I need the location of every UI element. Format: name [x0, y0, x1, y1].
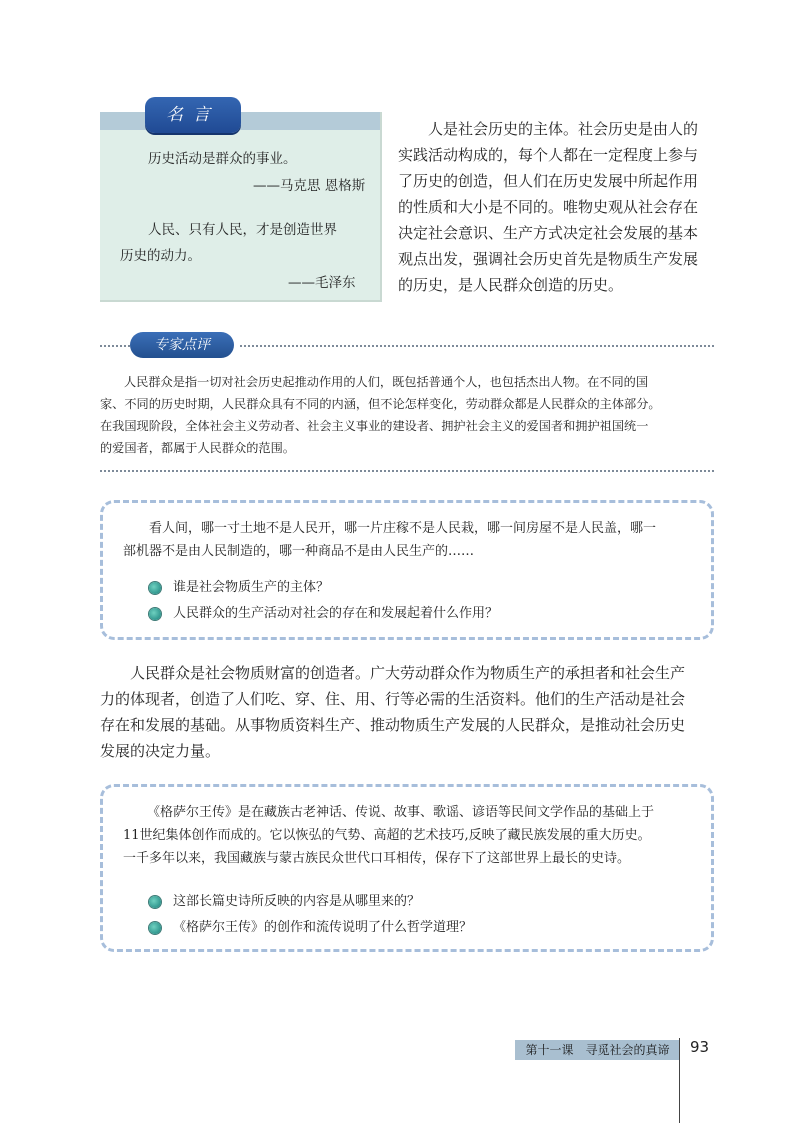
question-item [149, 577, 498, 599]
lesson-title: 第十一课 寻觅社会的真谛 [515, 1040, 680, 1060]
dotted-rule-right [240, 345, 714, 347]
quote-attribution-2: ——毛泽东 [288, 275, 356, 291]
main-line: 力的体现者，创造了人们吃、穿、住、用、行等必需的生活资料。他们的生产活动是社会 [100, 690, 686, 708]
expert-line: 的爱国者，都属于人民群众的范围。 [100, 441, 295, 455]
question-text: 谁是社会物质生产的主体？ [173, 580, 330, 595]
main-line: 人民群众是社会物质财富的创造者。广大劳动群众作为物质生产的承担者和社会生产 [130, 664, 686, 682]
activity-line: 11世纪集体创作而成的。它以恢弘的气势、高超的艺术技巧,反映了藏民族发展的重大历史。 [123, 828, 651, 843]
bullet-icon [149, 608, 161, 620]
expert-line: 在我国现阶段，全体社会主义劳动者、社会主义事业的建设者、拥护社会主义的爱国者和拥护祖国统一 [100, 419, 649, 433]
question-item [149, 603, 498, 625]
main-line: 存在和发展的基础。从事物质资料生产、推动物质生产发展的人民群众，是推动社会历史 [100, 716, 686, 734]
quote-line-1: 历史活动是群众的事业。 [148, 151, 297, 167]
quote-attribution-1: ——马克思 恩格斯 [253, 178, 366, 194]
question-item [149, 917, 472, 939]
main-line: 发展的决定力量。 [100, 742, 221, 760]
expert-comment [100, 371, 714, 459]
expert-line: 家、不同的历史时期，人民群众具有不同的内涵，但不论怎样变化，劳动群众都是人民群众的主体部分。 [100, 397, 661, 411]
question-text: 《格萨尔王传》的创作和流传说明了什么哲学道理？ [173, 920, 473, 935]
intro-line: 的历史，是人民群众创造的历史。 [398, 276, 624, 294]
quote-line-2b: 历史的动力。 [120, 248, 201, 264]
activity-box-1 [100, 500, 714, 640]
dotted-rule-left [100, 345, 130, 347]
expert-tab: 专家点评 [130, 332, 234, 358]
intro-line: 决定社会意识、生产方式决定社会发展的基本 [398, 224, 699, 242]
intro-paragraph [398, 116, 728, 298]
question-item [149, 891, 472, 913]
intro-line: 实践活动构成的，每个人都在一定程度上参与 [398, 146, 699, 164]
bullet-icon [149, 582, 161, 594]
question-text: 这部长篇史诗所反映的内容是从哪里来的？ [173, 894, 421, 909]
question-text: 人民群众的生产活动对社会的存在和发展起着什么作用？ [173, 606, 499, 621]
quote-tab: 名言 [145, 97, 241, 133]
activity-line: 《格萨尔王传》是在藏族古老神话、传说、故事、歌谣、谚语等民间文学作品的基础上于 [147, 805, 655, 820]
bullet-icon [149, 896, 161, 908]
intro-line: 观点出发，强调社会历史首先是物质生产发展 [398, 250, 699, 268]
dotted-rule-bottom [100, 470, 714, 472]
footer-rule [679, 1038, 680, 1123]
page-number: 93 [690, 1038, 710, 1056]
expert-line: 人民群众是指一切对社会历史起推动作用的人们，既包括普通个人，也包括杰出人物。在不同的国 [124, 375, 649, 389]
main-paragraph [100, 660, 740, 764]
activity-line: 看人间，哪一寸土地不是人民开，哪一片庄稼不是人民栽，哪一间房屋不是人民盖，哪一 [149, 521, 657, 536]
quote-line-2a: 人民、只有人民，才是创造世界 [148, 222, 337, 238]
activity-box-2 [100, 784, 714, 952]
intro-line: 人是社会历史的主体。社会历史是由人的 [428, 120, 699, 138]
activity-line: 一千多年以来，我国藏族与蒙古族民众世代口耳相传，保存下了这部世界上最长的史诗。 [123, 851, 631, 866]
intro-line: 的性质和大小是不同的。唯物史观从社会存在 [398, 198, 699, 216]
bullet-icon [149, 922, 161, 934]
intro-line: 了历史的创造，但人们在历史发展中所起作用 [398, 172, 699, 190]
activity-line: 部机器不是由人民制造的，哪一种商品不是由人民生产的…… [123, 544, 475, 559]
